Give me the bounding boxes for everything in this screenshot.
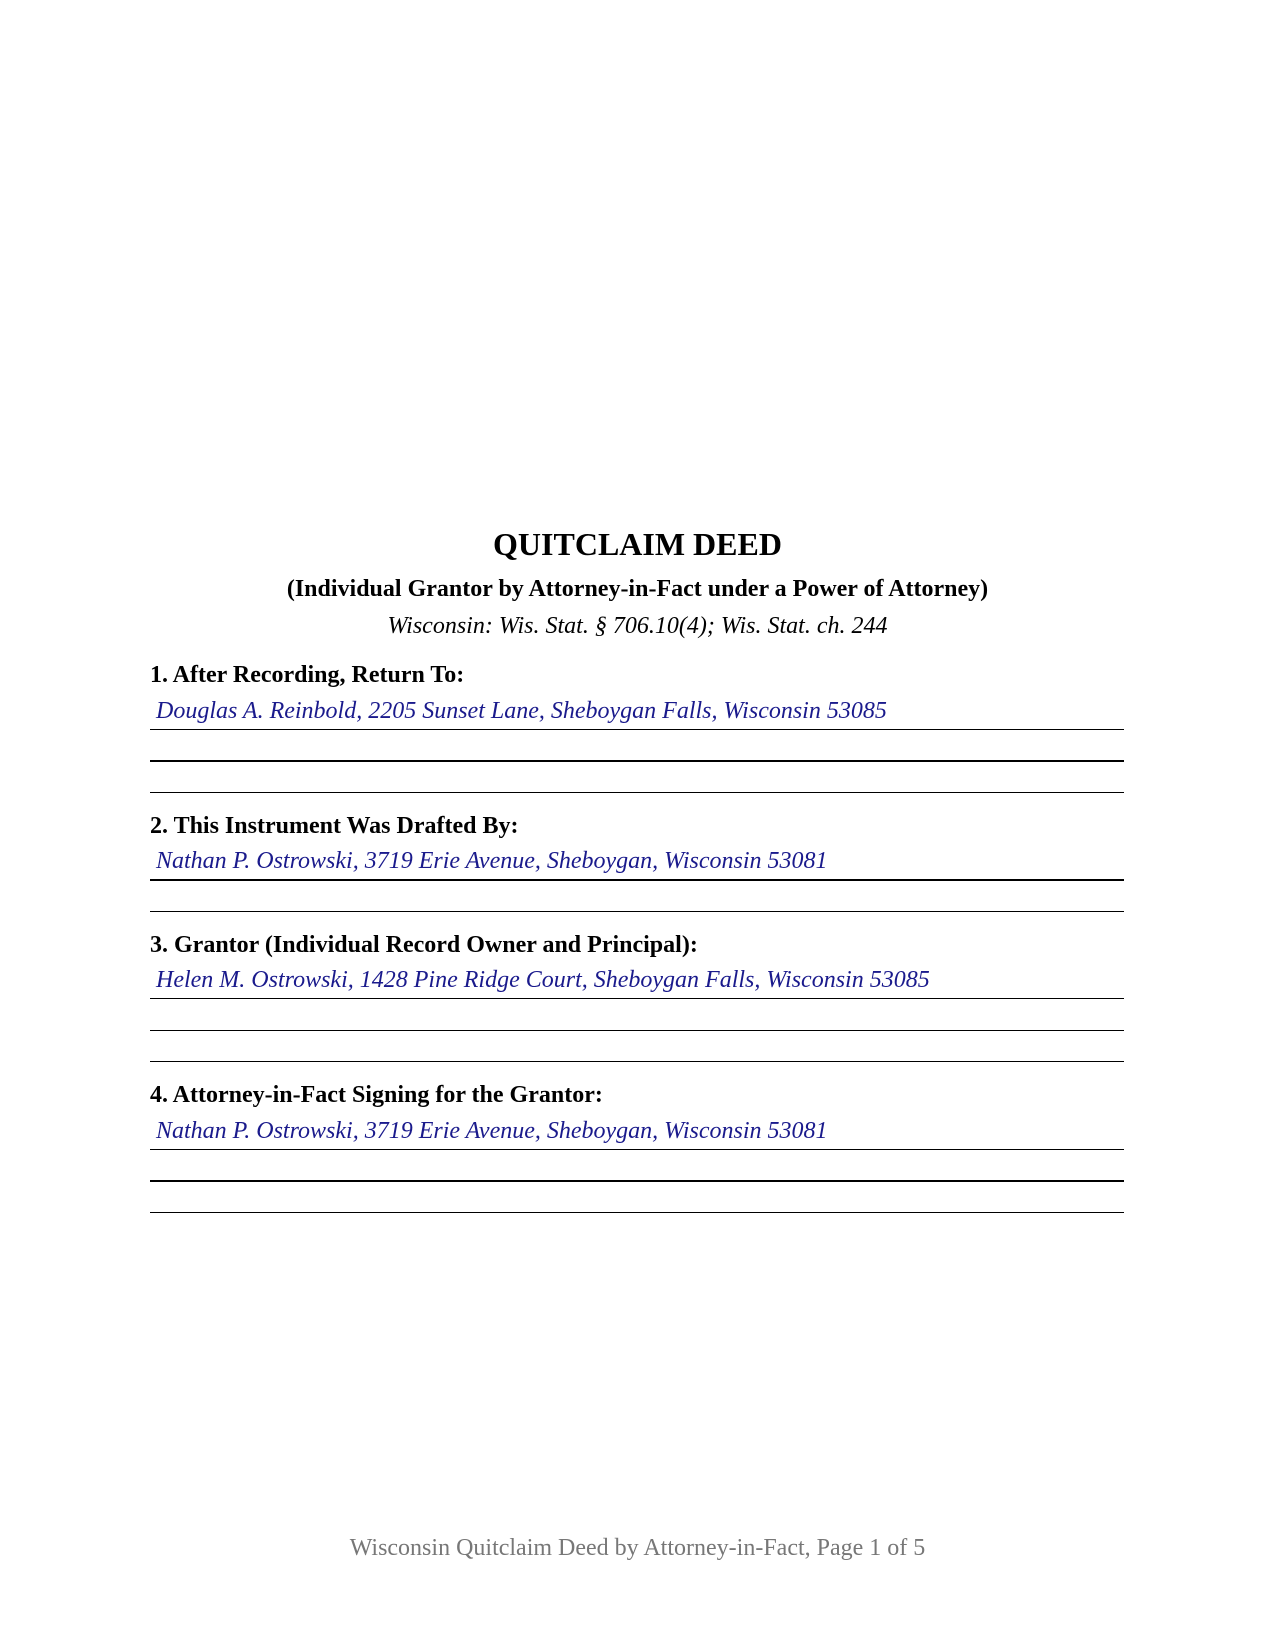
blank-line [150,1030,1124,1031]
section-heading-grantor: 3. Grantor (Individual Record Owner and Principal): [150,932,698,958]
section-heading-attorney-in-fact: 4. Attorney-in-Fact Signing for the Grantor: [150,1082,603,1108]
document-title: QUITCLAIM DEED [493,526,782,562]
page-footer: Wisconsin Quitclaim Deed by Attorney-in-Fact, Page 1 of 5 [349,1535,926,1561]
blank-line [150,1149,1124,1150]
blank-line [150,1212,1124,1213]
blank-line [150,911,1124,912]
blank-line [150,760,1124,762]
statute-citation: Wisconsin: Wis. Stat. § 706.10(4); Wis. Stat. ch. 244 [387,613,888,639]
section-heading-drafted-by: 2. This Instrument Was Drafted By: [150,813,519,839]
return-to-value: Douglas A. Reinbold, 2205 Sunset Lane, Sheboygan Falls, Wisconsin 53085 [156,698,887,724]
blank-line [150,1061,1124,1062]
document-subtitle: (Individual Grantor by Attorney-in-Fact under a Power of Attorney) [286,576,989,602]
blank-line [150,792,1124,793]
drafted-by-value: Nathan P. Ostrowski, 3719 Erie Avenue, Sheboygan, Wisconsin 53081 [156,848,828,874]
blank-line [150,729,1124,730]
blank-line [150,1180,1124,1182]
attorney-in-fact-value: Nathan P. Ostrowski, 3719 Erie Avenue, Sheboygan, Wisconsin 53081 [156,1118,828,1144]
blank-line [150,998,1124,999]
blank-line [150,879,1124,881]
section-heading-return-to: 1. After Recording, Return To: [150,662,465,688]
grantor-value: Helen M. Ostrowski, 1428 Pine Ridge Court, Sheboygan Falls, Wisconsin 53085 [156,967,930,993]
